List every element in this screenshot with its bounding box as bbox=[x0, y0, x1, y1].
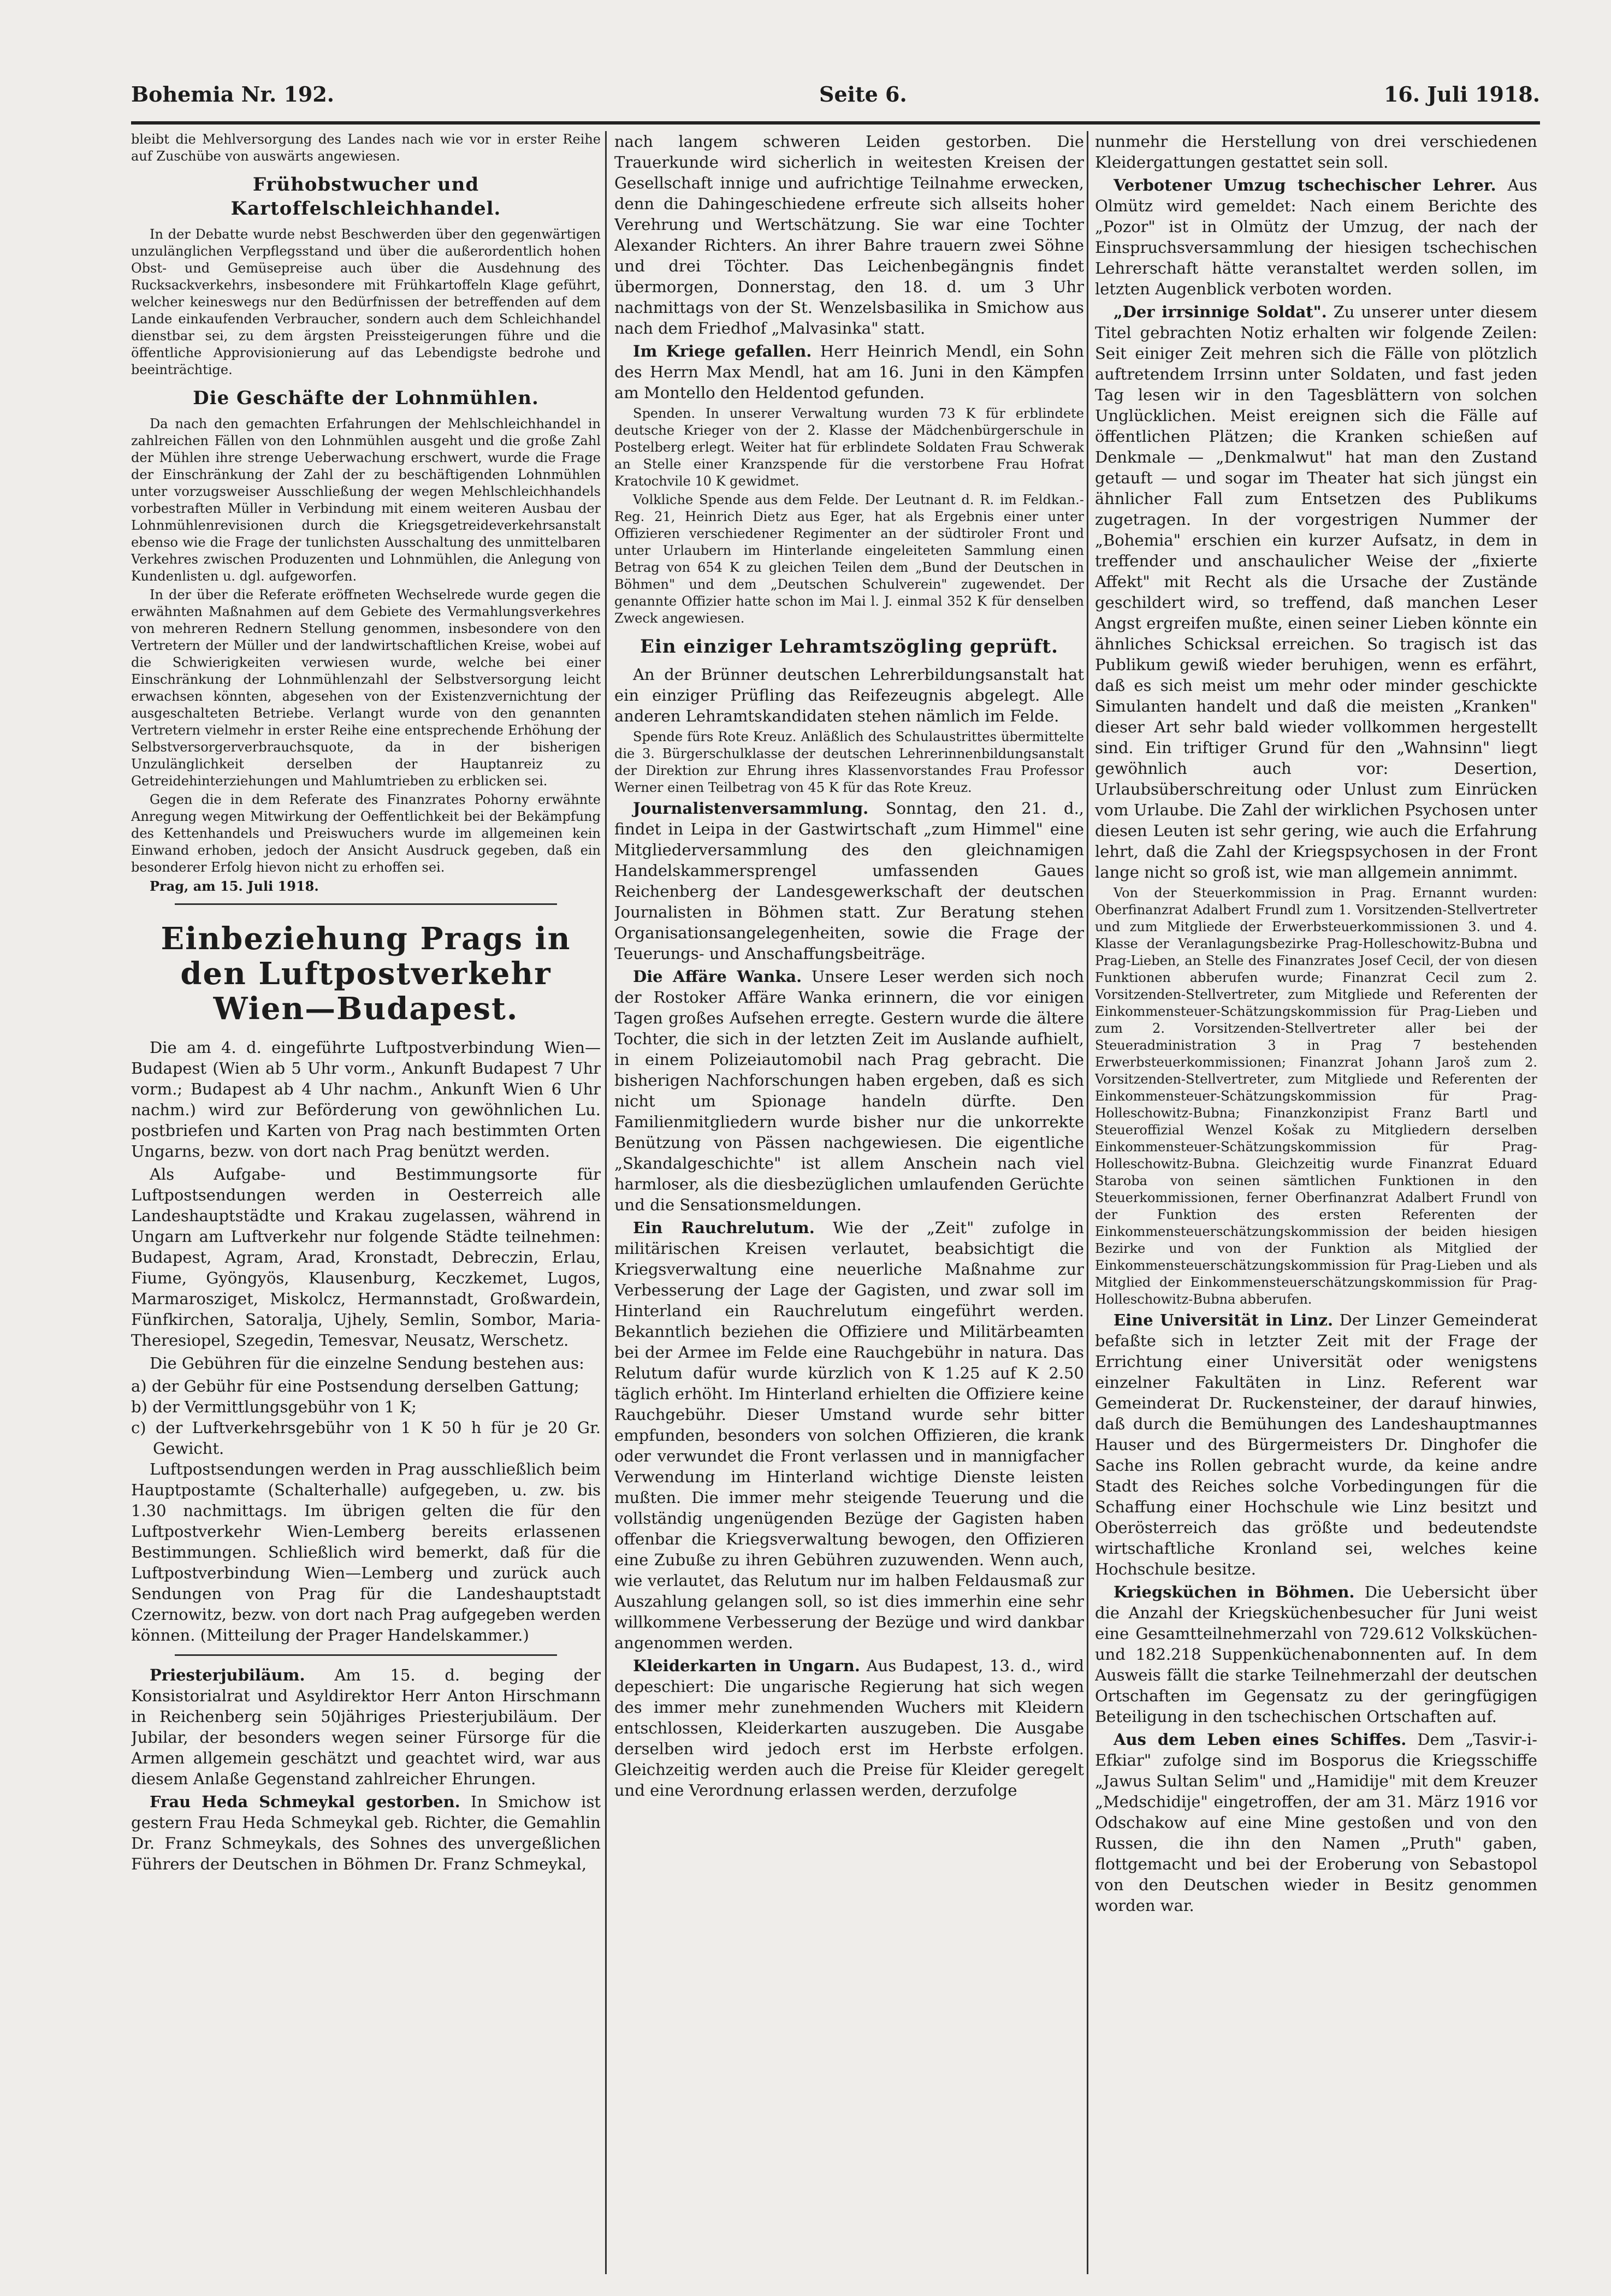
small-print-block bbox=[131, 131, 601, 895]
article-paragraph: An der Brünner deutschen Lehrerbildungsanstalt hat ein einziger Prüfling das Reifezeugnis abgelegt. Alle anderen Lehramtskandidaten stehen nämlich im Felde. bbox=[614, 665, 1084, 725]
article-paragraph: nach langem schweren Leiden gestorben. Die Trauerkunde wird sicherlich in weitesten Kreisen der Gesellschaft innige und aufrichtige Teilnahme erwecken, denn die Dahingeschiedene erfreute sich allseits hoher Verehrung und Wertschätzung. Sie war eine Tochter Alexander Richters. An ihrer Bahre trauern zwei Söhne und drei Töchter. Das Leichenbegängnis findet übermorgen, Donnerstag, den 18. d. um 3 Uhr nachmittags von der St. Wenzelsbasilika in Smichow aus nach dem Friedhof „Malvasinka" statt. bbox=[614, 132, 1084, 338]
column-separator bbox=[605, 131, 607, 2274]
article-paragraph: Volkliche Spende aus dem Felde. Der Leutnant d. R. im Feldkan.-Reg. 21, Heinrich Dietz aus Eger, hat als Ergebnis einer unter Offizieren verschiedener Regimenter an der südtiroler Front und unter Urlaubern im Hinterlande eingeleiteten Sammlung einen Betrag von 654 K zu gleichen Teilen dem „Bund der Deutschen in Böhmen" und dem „Deutschen Schulverein" zugewendet. Der genannte Offizier hatte schon im Mai l. J. einmal 352 K für denselben Zweck angewiesen. bbox=[614, 492, 1084, 626]
article-paragraph: Gegen die in dem Referate des Finanzrates Pohorny erwähnte Anregung wegen Mitwirkung der Oeffentlichkeit bei der Bekämpfung des Kettenhandels und Preiswuchers wurde im allgemeinen kein Einwand erhoben, jedoch der Ansicht Ausdruck gegeben, daß ein besonderer Erfolg hievon nicht zu erhoffen sei. bbox=[131, 792, 601, 875]
news-item-text: Zu unserer unter diesem Titel gebrachten Notiz erhalten wir folgende Zeilen: Seit einiger Zeit mehren sich die Fälle von plötzlich auftretendem Irrsinn unter Soldaten, und fast jeden Tag lesen wir in den Tagesblättern von solchen Unglücklichen. Meist ereignen sich die Fälle auf öffentlichen Plätzen; die Kranken schießen auf Denkmale — „Denkmalwut" hat man den Zustand getauft — und sogar im Theater hat sich jüngst ein ähnlicher Fall zum Entsetzen des Publikums zugetragen. In der vorgestrigen Nummer der „Bohemia" erschien ein kurzer Aufsatz, in dem in treffender und anschaulicher Weise der „fixierte Affekt" mit Recht als die Ursache der Zustände geschildert wird, so treffend, daß manchen Leser Angst ergreifen mußte, einen seiner Lieben könnte ein ähnliches Schicksal erreichen. So tragisch ist das Publikum gewiß wieder beruhigen, wenn es erfährt, daß es sich meist um mehr oder minder geschickte Simulanten handelt und daß die meisten „Kranken" dieser Art sehr bald wieder vollkommen hergestellt sind. Ein triftiger Grund für den „Wahnsinn" liegt gewöhnlich auch vor: Desertion, Urlaubsüberschreitung oder Unlust zum Einrücken vom Urlaube. Die Zahl der wirklichen Psychosen unter diesen Leuten ist sehr gering, wie auch die Erfahrung lehrt, daß die Zahl der Kriegspsychosen in der Front lange nicht so groß ist, wie man allgemein annimmt. bbox=[1095, 303, 1537, 881]
page-number: Seite 6. bbox=[819, 82, 907, 106]
article-paragraph: Spende fürs Rote Kreuz. Anläßlich des Schulaustrittes übermittelte die 3. Bürgerschulklasse der deutschen Lehrerinnenbildungsanstalt der Direktion zur Ehrung ihres Klassenvorstandes Frau Professor Werner einen Teilbetrag von 45 K für das Rote Kreuz. bbox=[614, 729, 1084, 795]
news-item-text: Aus Olmütz wird gemeldet: Nach einem Berichte des „Pozor" ist in Olmütz der Umzug, der nach der Einspruchsversammlung der hiesigen tschechischen Lehrerschaft hätte veranstaltet werden sollen, im letzten Augenblick verboten worden. bbox=[1095, 176, 1537, 298]
article-paragraph: Da nach den gemachten Erfahrungen der Mehlschleichhandel in zahlreichen Fällen von den Lohnmühlen ausgeht und die große Zahl der Mühlen ihre strenge Ueberwachung erschwert, wurde die Frage der Einschränkung der Zahl der zu beschäftigenden Lohnmühlen unter vorzugsweiser Ausschließung der wegen Mehlschleichhandels vorbestraften Müller in Verbindung mit einem weiteren Ausbau der Lohnmühlenrevisionen durch die Kriegsgetreideverkehrsanstalt ebenso wie die Frage der tunlichsten Ausschaltung des unmittelbaren Verkehres zwischen Produzenten und Lohnmühlen, die Anlegung von Kundenlisten u. dgl. aufgeworfen. bbox=[131, 416, 601, 584]
news-item-lead: Frau Heda Schmeykal gestorben. bbox=[150, 1792, 460, 1811]
news-item bbox=[614, 1655, 1084, 1801]
news-item bbox=[614, 1217, 1084, 1653]
issue-date: 16. Juli 1918. bbox=[1383, 82, 1540, 106]
news-item-text: Die Uebersicht über die Anzahl der Kriegsküchenbesucher für Juni weist eine Gesamtteilnehmerzahl von 729.612 Volksküchen- und 182.218 Suppenküchenabonnenten auf. In dem Ausweis fällt die starke Teilnehmerzahl der deutschen Ortschaften im Gegensatz zu der geringfügigen Beteiligung in den tschechischen Ortschaften auf. bbox=[1095, 1583, 1537, 1726]
news-item-text: Aus Budapest, 13. d., wird depeschiert: Die ungarische Regierung hat sich wegen des immer mehr zunehmenden Wuchers mit Kleidern entschlossen, Kleiderkarten auszugeben. Die Ausgabe derselben wird jedoch erst im Herbste erfolgen. Gleichzeitig werden auch die Preise für Kleider geregelt und eine Verordnung erlassen werden, derzufolge bbox=[614, 1656, 1084, 1800]
column-separator bbox=[1087, 131, 1088, 2274]
news-item bbox=[614, 798, 1084, 964]
small-print-block bbox=[614, 729, 1084, 796]
news-item bbox=[1095, 301, 1537, 883]
fee-list bbox=[131, 1376, 601, 1459]
news-item-text: Unsere Leser werden sich noch der Rostoker Affäre Wanka erinnern, die vor einigen Tagen großes Aufsehen erregte. Gestern wurde die ältere Tochter, die sich in der letzten Zeit im Auslande aufhielt, in einem Polizeiautomobil nach Prag gebracht. Die bisherigen Nachforschungen haben ergeben, daß es sich nicht um Spionage handeln dürfte. Den Familienmitgliedern wurde bisher nur die unkorrekte Benützung von Pässen nachgewiesen. Die eigentliche „Skandalgeschichte" ist allem Anschein nach viel harmloser, als die diesbezüglichen umlaufenden Gerüchte und die Sensationsmeldungen. bbox=[614, 967, 1084, 1214]
news-item bbox=[131, 1665, 601, 1789]
header-rule bbox=[131, 121, 1540, 125]
section-heading: Ein einziger Lehramtszögling geprüft. bbox=[640, 636, 1058, 658]
news-item bbox=[1095, 175, 1537, 299]
article-paragraph: In der über die Referate eröffneten Wechselrede wurde gegen die erwähnten Maßnahmen auf dem Gebiete des Vermahlungsverkehres von mehreren Rednern Stellung genommen, insbesondere von den Vertretern der Müller und der landwirtschaftlichen Kreise, wobei auf die Schwierigkeiten verwiesen wurde, welche bei einer Einschränkung der Lohnmühlenzahl der Selbstversorgung leicht erwachsen könnten, abgesehen von der Existenzvernichtung der ausgeschalteten Betriebe. Verlangt wurde von den genannten Vertretern vielmehr in erster Reihe eine entsprechende Erhöhung der Selbstversorgerverbrauchsquote, da in der bisherigen Unzulänglichkeit derselben der Hauptanreiz zu Getreidehinterziehungen und Mahlumtrieben zu erblicken sei. bbox=[131, 587, 601, 789]
intro-paragraph: bleibt die Mehlversorgung des Landes nach wie vor in erster Reihe auf Zuschübe von auswärts angewiesen. bbox=[131, 132, 601, 164]
article-paragraph: Die Gebühren für die einzelne Sendung bestehen aus: bbox=[150, 1354, 584, 1372]
news-item-text: Dem „Tasvir-i-Efkiar" zufolge sind im Bosporus die Kriegsschiffe „Jawus Sultan Selim" und „Hamidije" mit dem Kreuzer „Medschidije" eingetroffen, der am 31. März 1916 vor Odschakow auf eine Mine gestoßen und von den Russen, die ihn den Namen „Pruth" gaben, flottgemacht und bei der Eroberung von Sebastopol von den Deutschen wieder in Besitz genommen worden war. bbox=[1095, 1730, 1537, 1915]
article-paragraph: nunmehr die Herstellung von drei verschiedenen Kleidergattungen gestattet sein soll. bbox=[1095, 132, 1537, 171]
article-paragraph: Von der Steuerkommission in Prag. Ernannt wurden: Oberfinanzrat Adalbert Frundl zum 1. Vorsitzenden-Stellvertreter und zum Mitgliede der Erwerbsteuerkommissionen 3. und 4. Klasse der Veranlagungsbezirke Prag-Holleschowitz-Bubna und Prag-Lieben, an Stelle des Finanzrates Josef Cecil, der von diesen Funktionen abberufen wurde; Finanzrat Cecil zum 2. Vorsitzenden-Stellvertreter, zum Mitgliede und Referenten der Einkommensteuer-Schätzungskommission für Prag-Lieben und zum 2. Vorsitzenden-Stellvertreter aller bei der Steueradministration 3 in Prag 7 bestehenden Erwerbsteuerkommissionen; Finanzrat Johann Jaroš zum 2. Vorsitzenden-Stellvertreter, zum Mitgliede und Referenten der Einkommensteuer-Schätzungskommission für Prag-Holleschowitz-Bubna; Finanzkonzipist Franz Bartl und Steueroffizial Wenzel Košak zu Mitgliedern derselben Einkommensteuer-Schätzungskommission für Prag-Holleschowitz-Bubna. Gleichzeitig wurde Finanzrat Eduard Staroba von seinen sämtlichen Funktionen in den Steuerkommissionen, ferner Oberfinanzrat Adalbert Frundl von der Funktion des ersten Referenten der Einkommensteuerschätzungskommission der beiden hiesigen Bezirke und von der Funktion als Mitglied der Einkommensteuerschätzungskommission für Prag-Lieben und als Mitglied der Einkommensteuerschätzungskommission für Prag-Holleschowitz-Bubna abberufen. bbox=[1095, 885, 1537, 1307]
news-item-lead: Ein Rauchrelutum. bbox=[633, 1218, 815, 1237]
news-item bbox=[131, 1791, 601, 1874]
article-paragraph: Luftpostsendungen werden in Prag ausschließlich beim Hauptpostamte (Schalterhalle) aufgegeben, u. zw. bis 1.30 nachmittags. Im übrigen gelten die für den Luftpostverkehr Wien-Lemberg bereits erlassenen Bestimmungen. Schließlich wird bemerkt, daß für die Luftpostverbindung Wien—Lemberg und zurück auch Sendungen von Prag für die Landeshauptstadt Czernowitz, bezw. von dort nach Prag aufgegeben werden können. (Mitteilung der Prager Handelskammer.) bbox=[131, 1460, 601, 1644]
column-2 bbox=[614, 131, 1084, 2274]
list-item: a) der Gebühr für eine Postsendung derselben Gattung; bbox=[131, 1377, 579, 1395]
news-item-lead: „Der irrsinnige Soldat". bbox=[1114, 303, 1327, 321]
article-paragraph: Als Aufgabe- und Bestimmungsorte für Luftpostsendungen werden in Oesterreich alle Landeshauptstädte und Krakau zugelassen, während in Ungarn am Luftverkehr nur folgende Städte teilnehmen: Budapest, Agram, Arad, Kronstadt, Debreczin, Erlau, Fiume, Gyöngyös, Klausenburg, Keczkemet, Lugos, Marmarosziget, Miskolcz, Hermannstadt, Großwardein, Fünfkirchen, Satoralja, Ujhely, Semlin, Sombor, Maria-Theresiopel, Szegedin, Temesvar, Neusatz, Werschetz. bbox=[131, 1165, 601, 1350]
news-item-lead: Kleiderkarten in Ungarn. bbox=[633, 1656, 860, 1675]
section-rule bbox=[175, 903, 557, 905]
news-item-text: Der Linzer Gemeinderat befaßte sich in letzter Zeit mit der Frage der Errichtung einer Universität oder wenigstens einzelner Fakultäten in Linz. Referent war Gemeinderat Dr. Ruckensteiner, der darauf hinwies, daß durch die Bemühungen des Landeshauptmannes Hauser und des Bürgermeisters Dr. Dinghofer die Sache ins Rollen gebracht wurde, da keine andre Stadt des Reiches solche Vorbedingungen für die Schaffung einer Hochschule wie Linz besitzt und Oberösterreich das größte und bedeutendste wirtschaftliche Kronland sei, welches keine Hochschule besitze. bbox=[1095, 1311, 1537, 1578]
article-paragraph: Spenden. In unserer Verwaltung wurden 73 K für erblindete deutsche Krieger von der 2. Klasse der Mädchenbürgerschule in Postelberg erlegt. Weiter hat für erblindete Soldaten Frau Schwerak an Stelle einer Kranzspende für die verstorbene Frau Hofrat Kratochvile 10 K gewidmet. bbox=[614, 406, 1084, 489]
news-item-lead: Eine Universität in Linz. bbox=[1114, 1311, 1334, 1329]
dateline: Prag, am 15. Juli 1918. bbox=[150, 878, 319, 894]
news-item-text: Wie der „Zeit" zufolge in militärischen Kreisen verlautet, beabsichtigt die Kriegsverwaltung eine neuerliche Maßnahme zur Verbesserung der Lage der Gagisten, und zwar soll im Hinterland ein Rauchrelutum eingeführt werden. Bekanntlich beziehen die Offiziere und Militärbeamten bei der Armee im Felde eine Rauchgebühr in natura. Das Relutum dafür wurde kürzlich von K 1.25 auf K 2.50 täglich erhöht. Im Hinterland erhielten die Offiziere keine Rauchgebühr. Dieser Umstand wurde sehr bitter empfunden, besonders von solchen Offizieren, die krank oder verwundet die Front verlassen und in mannigfacher Verwendung im Hinterland wichtige Dienste leisten mußten. Die immer mehr steigende Teuerung und die vollständig ungenügenden Bezüge der Gagisten haben offenbar die Kriegsverwaltung bewogen, den Offizieren eine Zubuße zu ihren Gebühren zuzuwenden. Wenn auch, wie verlautet, das Relutum nur im halben Feldausmaß zur Auszahlung gelangen soll, so ist dies immerhin eine sehr willkommene Verbesserung der Bezüge und wird dankbar angenommen werden. bbox=[614, 1218, 1084, 1652]
section-heading: Frühobstwucher und Kartoffelschleichhandel. bbox=[230, 174, 501, 220]
news-item-lead: Journalistenversammlung. bbox=[633, 799, 869, 818]
news-item-text: Herr Heinrich Mendl, ein Sohn des Herrn Max Mendl, hat am 16. Juni in den Kämpfen am Montello den Heldentod gefunden. bbox=[614, 342, 1084, 402]
masthead-issue: Bohemia Nr. 192. bbox=[131, 82, 335, 106]
news-item-text: Am 15. d. beging der Konsistorialrat und Asyldirektor Herr Anton Hirschmann in Reichenberg sein 50jähriges Priesterjubiläum. Der Jubilar, der besonders wegen seiner Fürsorge für die Armen allgemein geschätzt und geachtet wird, war aus diesem Anlaße Gegenstand zahlreicher Ehrungen. bbox=[131, 1666, 601, 1788]
column-3 bbox=[1095, 131, 1537, 2274]
news-item-lead: Im Kriege gefallen. bbox=[633, 342, 812, 360]
column-1 bbox=[131, 131, 601, 2274]
news-item bbox=[1095, 1310, 1537, 1579]
page-header bbox=[131, 82, 1540, 115]
news-item-lead: Aus dem Leben eines Schiffes. bbox=[1114, 1730, 1407, 1749]
small-print-block bbox=[1095, 885, 1537, 1308]
news-item-lead: Kriegsküchen in Böhmen. bbox=[1114, 1583, 1355, 1601]
section-rule bbox=[175, 1654, 557, 1656]
news-item bbox=[1095, 1582, 1537, 1727]
small-print-block bbox=[614, 405, 1084, 627]
news-item-text: Sonntag, den 21. d., findet in Leipa in der Gastwirtschaft „zum Himmel" eine Mitgliederversammlung des den gleichnamigen Handelskammersprengel umfassenden Gaues Reichenberg der Landesgewerkschaft der deutschen Journalisten in Böhmen statt. Zur Beratung stehen Organisationsangelegenheiten, sowie die Frage der Teuerungs- und Anschaffungsbeiträge. bbox=[614, 799, 1084, 963]
news-item bbox=[1095, 1729, 1537, 1916]
article-headline: Einbeziehung Prags in den Luftpostverkehr Wien—Budapest. bbox=[161, 921, 571, 1027]
news-item-lead: Verbotener Umzug tschechischer Lehrer. bbox=[1114, 176, 1496, 194]
section-heading: Die Geschäfte der Lohnmühlen. bbox=[193, 387, 539, 409]
article-paragraph: Die am 4. d. eingeführte Luftpostverbindung Wien—Budapest (Wien ab 5 Uhr vorm., Ankunft Budapest 7 Uhr vorm.; Budapest ab 4 Uhr nachm., Ankunft Wien 6 Uhr nachm.) wird zur Beförderung von gewöhnlichen Lu. postbriefen und Karten von Prag nach bestimmten Orten Ungarns, bezw. von dort nach Prag benützt werden. bbox=[131, 1038, 601, 1161]
news-item bbox=[614, 341, 1084, 403]
news-item bbox=[614, 966, 1084, 1215]
list-item: c) der Luftverkehrsgebühr von 1 K 50 h für je 20 Gr. Gewicht. bbox=[131, 1418, 601, 1458]
list-item: b) der Vermittlungsgebühr von 1 K; bbox=[131, 1398, 417, 1416]
news-item-lead: Priesterjubiläum. bbox=[150, 1666, 305, 1684]
article-paragraph: In der Debatte wurde nebst Beschwerden über den gegenwärtigen unzulänglichen Verpflegsstand und über die außerordentlich hohen Obst- und Gemüsepreise auch über die Ausdehnung des Rucksackverkehrs, insbesondere mit Frühkartoffeln Klage geführt, welcher keineswegs nur den Bedürfnissen der betreffenden auf dem Lande einkaufenden Verbraucher, sondern auch dem Schleichhandel dienstbar sei, zu dem ärgsten Preissteigerungen führe und die öffentliche Approvisionierung auf das Lebendigste bedrohe und beeinträchtige. bbox=[131, 227, 601, 377]
news-item-lead: Die Affäre Wanka. bbox=[633, 967, 802, 986]
news-item-text: In Smichow ist gestern Frau Heda Schmeykal geb. Richter, die Gemahlin Dr. Franz Schmeykals, des Sohnes des unvergeßlichen Führers der Deutschen in Böhmen Dr. Franz Schmeykal, bbox=[131, 1792, 601, 1873]
